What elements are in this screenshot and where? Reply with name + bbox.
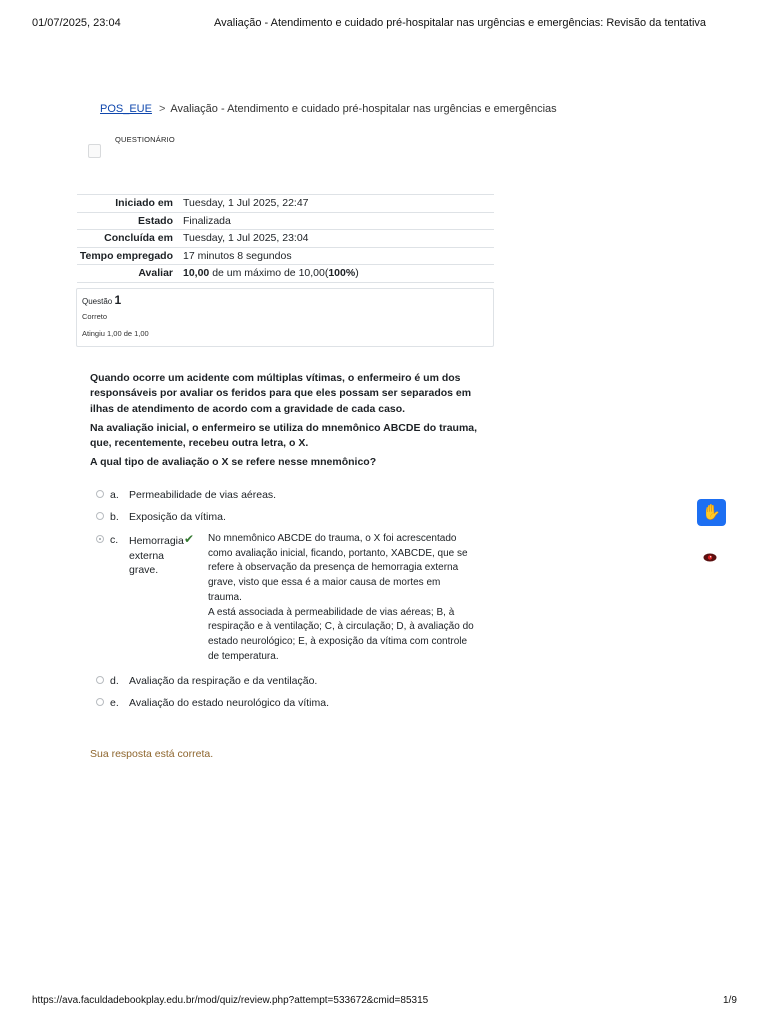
summary-label: Estado xyxy=(137,214,173,227)
summary-value: Finalizada xyxy=(183,214,231,227)
radio-button[interactable] xyxy=(96,512,104,520)
question-number-value: 1 xyxy=(114,293,122,307)
radio-button[interactable] xyxy=(96,698,104,706)
summary-label: Avaliar xyxy=(138,267,173,280)
module-type-label: QUESTIONÁRIO xyxy=(115,135,175,144)
option-text: Permeabilidade de vias aéreas. xyxy=(129,489,277,501)
option-text: Exposição da vítima. xyxy=(129,511,226,523)
quiz-module-icon xyxy=(88,144,101,158)
feedback-paragraph: No mnemônico ABCDE do trauma, o X foi acrescentado como avaliação inicial, ficando, portanto, XABCDE, que se refere à observação da presença de hemorragia externa grave, visto que essa é a maior causa de mortes em trauma. xyxy=(208,533,468,603)
summary-row-grade xyxy=(77,265,494,283)
grade-percent: 100% xyxy=(328,267,356,280)
option-feedback xyxy=(208,532,476,664)
breadcrumb xyxy=(100,103,557,115)
summary-label: Concluída em xyxy=(104,232,173,245)
option-text: Avaliação do estado neurológico da vítima. xyxy=(129,697,330,709)
summary-row-completed xyxy=(77,230,494,248)
print-datetime: 01/07/2025, 23:04 xyxy=(32,17,121,29)
breadcrumb-course-link[interactable]: POS_EUE xyxy=(100,103,152,115)
sign-language-icon: ✋ xyxy=(702,504,721,521)
eye-icon[interactable] xyxy=(703,549,717,558)
summary-value: 17 minutos 8 segundos xyxy=(183,249,292,262)
option-letter: b. xyxy=(110,511,119,523)
question-text xyxy=(90,371,485,475)
radio-button[interactable] xyxy=(96,490,104,498)
outcome-message: Sua resposta está correta. xyxy=(90,748,214,760)
question-paragraph: Na avaliação inicial, o enfermeiro se utiliza do mnemônico ABCDE do trauma, que, recentemente, recebeu outra letra, o X. xyxy=(90,421,478,450)
summary-row-state xyxy=(77,212,494,230)
breadcrumb-separator: > xyxy=(158,103,166,115)
summary-value: Tuesday, 1 Jul 2025, 23:04 xyxy=(183,232,309,245)
grade-close: ) xyxy=(355,267,359,280)
radio-button[interactable] xyxy=(96,676,104,684)
question-info-box xyxy=(76,288,494,347)
option-letter: a. xyxy=(110,489,119,501)
option-letter: c. xyxy=(110,534,119,546)
summary-label: Tempo empregado xyxy=(79,249,173,262)
option-letter: d. xyxy=(110,675,119,687)
summary-value: Tuesday, 1 Jul 2025, 22:47 xyxy=(183,197,309,210)
grade-score: 10,00 xyxy=(183,267,210,280)
question-paragraph: Quando ocorre um acidente com múltiplas vítimas, o enfermeiro é um dos responsáveis por avaliar os feridos para que eles possam ser separados em ilhas de atendimento de acordo com a gravidade de cada caso. xyxy=(90,372,472,415)
grade-out-of: de um máximo de 10,00( xyxy=(209,267,329,280)
print-url: https://ava.faculdadebookplay.edu.br/mod/quiz/review.php?attempt=533672&cmid=85315 xyxy=(32,995,429,1006)
question-grade: Atingiu 1,00 de 1,00 xyxy=(82,329,149,338)
question-number: Questão 1 xyxy=(82,293,122,307)
sign-language-accessibility-button[interactable] xyxy=(697,499,726,526)
attempt-summary-table xyxy=(77,194,494,283)
correct-check-icon: ✔ xyxy=(184,532,195,546)
breadcrumb-current: Avaliação - Atendimento e cuidado pré-hospitalar nas urgências e emergências xyxy=(170,103,557,115)
feedback-paragraph: A está associada à permeabilidade de vias aéreas; B, à respiração e à ventilação; C, à circulação; D, à avaliação do estado neurológico; E, à exposição da vítima com controle de temperatura. xyxy=(208,606,474,662)
option-letter: e. xyxy=(110,697,119,709)
radio-button-selected[interactable] xyxy=(96,535,104,543)
summary-grade-value xyxy=(181,265,494,283)
summary-row-time-taken xyxy=(77,247,494,265)
question-prompt: A qual tipo de avaliação o X se refere nesse mnemônico? xyxy=(90,456,377,469)
summary-row-started xyxy=(77,195,494,213)
option-text: Hemorragia externa grave. xyxy=(129,535,184,577)
summary-label: Iniciado em xyxy=(115,197,173,210)
print-page-number: 1/9 xyxy=(723,995,737,1006)
print-page-title: Avaliação - Atendimento e cuidado pré-hospitalar nas urgências e emergências: Revisão da tentativa xyxy=(214,17,707,29)
question-state: Correto xyxy=(82,312,108,321)
option-text: Avaliação da respiração e da ventilação. xyxy=(129,675,318,687)
